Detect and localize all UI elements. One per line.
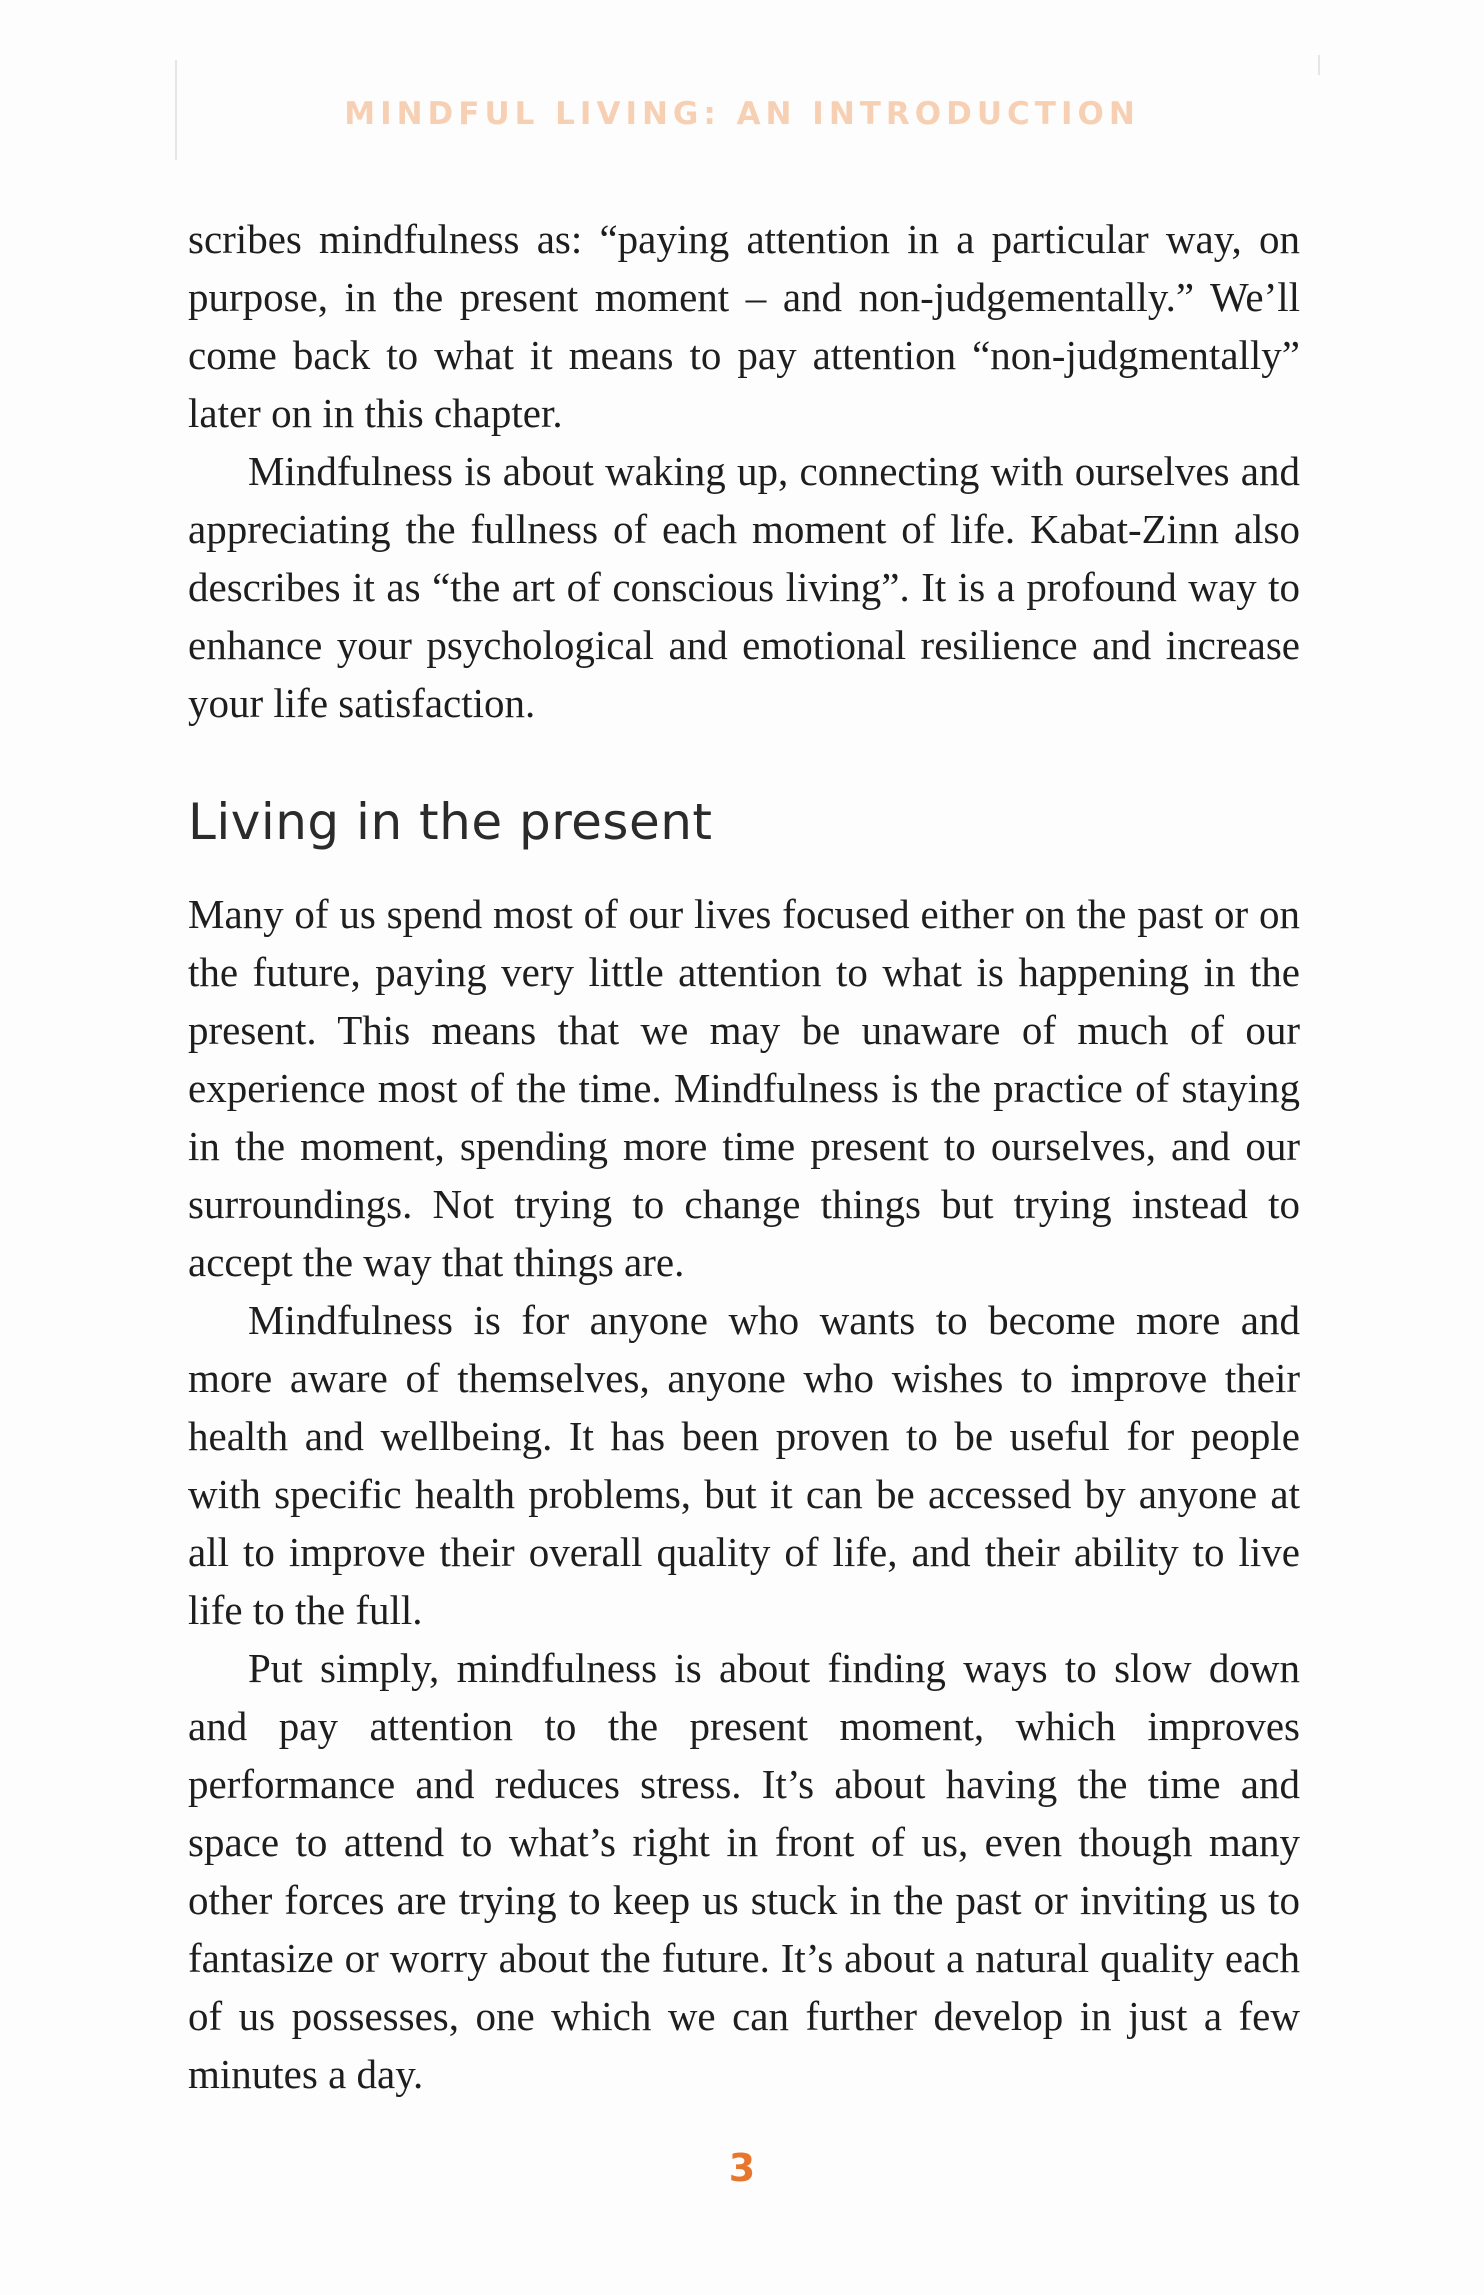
page-number: 3 (728, 2146, 756, 2190)
section-heading: Living in the present (188, 793, 713, 851)
text-block-bottom (188, 885, 1300, 2103)
running-header: MINDFUL LIVING: AN INTRODUCTION (344, 96, 1140, 132)
scan-artifact-line (1318, 55, 1320, 75)
paragraph: scribes mindfulness as: “paying attention in a particular way, on purpose, in the present moment – and non-judgementally.” We’ll come back to what it means to pay attention “non-judgmentally” later on in this chapter. (188, 216, 1300, 436)
paragraph: Mindfulness is about waking up, connecting with ourselves and appreciating the fullness of each moment of life. Kabat-Zinn also describes it as “the art of conscious living”. It is a profound way to enhance your psychological and emotional resilience and increase your life satisfaction. (188, 448, 1300, 726)
paragraph: Many of us spend most of our lives focused either on the past or on the future, paying very little attention to what is happening in the present. This means that we may be unaware of much of our experience most of the time. Mindfulness is the practice of staying in the moment, spending more time present to ourselves, and our surroundings. Not trying to change things but trying instead to accept the way that things are. (188, 891, 1300, 1285)
text-block-top (188, 210, 1300, 732)
paragraph: Put simply, mindfulness is about finding ways to slow down and pay attention to the present moment, which improves performance and reduces stress. It’s about having the time and space to attend to what’s right in front of us, even though many other forces are trying to keep us stuck in the past or inviting us to fantasize or worry about the future. It’s about a natural quality each of us possesses, one which we can further develop in just a few minutes a day. (188, 1645, 1300, 2097)
paragraph: Mindfulness is for anyone who wants to become more and more aware of themselves, anyone who wishes to improve their health and wellbeing. It has been proven to be useful for people with specific health problems, but it can be accessed by anyone at all to improve their overall quality of life, and their ability to live life to the full. (188, 1297, 1300, 1633)
